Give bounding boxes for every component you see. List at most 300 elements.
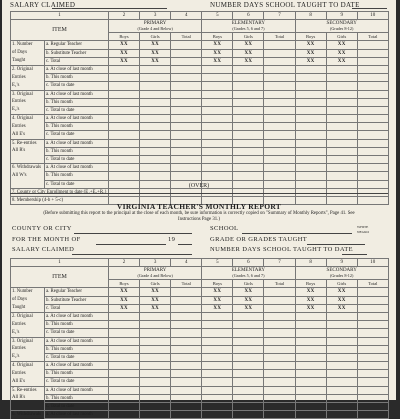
report-title: VIRGINIA TEACHER'S MONTHLY REPORT (116, 202, 282, 211)
entry-cell[interactable] (233, 164, 264, 172)
entry-cell[interactable] (295, 74, 326, 82)
table-row (11, 288, 389, 296)
entry-cell[interactable] (140, 98, 171, 106)
entry-cell[interactable] (171, 370, 202, 378)
entry-cell[interactable] (357, 362, 388, 370)
entry-cell[interactable] (357, 106, 388, 114)
entry-cell[interactable] (202, 370, 233, 378)
entry-cell[interactable] (171, 345, 202, 353)
entry-cell[interactable] (326, 131, 357, 139)
entry-cell[interactable] (233, 82, 264, 90)
entry-cell[interactable] (295, 394, 326, 402)
entry-cell[interactable] (233, 321, 264, 329)
entry-cell[interactable] (171, 123, 202, 131)
entry-cell[interactable] (202, 172, 233, 180)
entry-cell[interactable] (264, 172, 295, 180)
entry-cell[interactable] (109, 131, 140, 139)
entry-cell[interactable] (109, 164, 140, 172)
entry-cell[interactable] (140, 337, 171, 345)
entry-cell[interactable] (109, 90, 140, 98)
entry-cell[interactable] (295, 378, 326, 386)
entry-cell[interactable] (171, 49, 202, 57)
entry-cell[interactable] (140, 394, 171, 402)
entry-cell[interactable] (202, 106, 233, 114)
entry-cell[interactable] (264, 321, 295, 329)
entry-cell[interactable] (233, 329, 264, 337)
primary-header (109, 267, 202, 280)
entry-cell[interactable] (109, 65, 140, 73)
entry-cell[interactable] (171, 90, 202, 98)
entry-cell[interactable] (140, 123, 171, 131)
entry-cell[interactable] (357, 147, 388, 155)
entry-cell[interactable] (295, 106, 326, 114)
entry-cell[interactable] (109, 394, 140, 402)
entry-cell[interactable] (202, 131, 233, 139)
entry-cell[interactable] (326, 403, 357, 411)
entry-cell[interactable] (233, 172, 264, 180)
entry-cell[interactable] (202, 329, 233, 337)
entry-cell[interactable] (326, 123, 357, 131)
entry-cell[interactable] (295, 337, 326, 345)
county-blank[interactable] (74, 233, 192, 234)
entry-cell[interactable] (357, 41, 388, 49)
entry-cell[interactable] (140, 139, 171, 147)
entry-cell[interactable] (109, 115, 140, 123)
entry-cell[interactable] (171, 98, 202, 106)
entry-cell[interactable] (264, 65, 295, 73)
entry-cell[interactable] (171, 164, 202, 172)
entry-cell[interactable] (295, 147, 326, 155)
entry-cell[interactable] (109, 353, 140, 361)
entry-cell[interactable] (357, 74, 388, 82)
entry-cell[interactable] (140, 362, 171, 370)
entry-cell[interactable] (233, 139, 264, 147)
entry-cell[interactable] (233, 131, 264, 139)
over-label: (OVER) (188, 183, 210, 189)
entry-cell[interactable] (140, 147, 171, 155)
entry-cell[interactable] (264, 411, 295, 419)
entry-cell[interactable] (233, 345, 264, 353)
entry-cell[interactable] (357, 115, 388, 123)
entry-cell[interactable] (295, 386, 326, 394)
entry-cell[interactable] (140, 353, 171, 361)
entry-cell[interactable] (264, 49, 295, 57)
entry-cell[interactable] (202, 156, 233, 164)
entry-cell[interactable] (140, 321, 171, 329)
entry-cell[interactable] (264, 403, 295, 411)
row-group-label: Entries (11, 370, 45, 378)
entry-cell[interactable] (264, 57, 295, 65)
entry-cell[interactable] (202, 74, 233, 82)
entry-cell[interactable] (264, 82, 295, 90)
row-group-label: 1. Number (11, 41, 45, 49)
entry-cell[interactable] (171, 106, 202, 114)
entry-cell[interactable] (109, 386, 140, 394)
entry-cell[interactable] (264, 296, 295, 304)
entry-cell[interactable] (171, 304, 202, 312)
entry-cell[interactable] (202, 321, 233, 329)
entry-cell[interactable] (233, 353, 264, 361)
entry-cell[interactable] (357, 98, 388, 106)
entry-cell[interactable] (357, 378, 388, 386)
entry-cell[interactable] (326, 321, 357, 329)
column-number: 7 (264, 12, 295, 20)
entry-cell[interactable] (357, 312, 388, 320)
entry-cell[interactable] (326, 362, 357, 370)
entry-cell[interactable] (140, 370, 171, 378)
row-group-label: 1. Number (11, 288, 45, 296)
entry-cell[interactable] (202, 337, 233, 345)
entry-cell[interactable] (264, 156, 295, 164)
entry-cell[interactable] (140, 172, 171, 180)
entry-cell[interactable] (295, 139, 326, 147)
entry-cell[interactable] (295, 98, 326, 106)
entry-cell[interactable] (264, 345, 295, 353)
entry-cell[interactable] (295, 164, 326, 172)
entry-cell[interactable] (326, 378, 357, 386)
entry-cell[interactable] (357, 288, 388, 296)
entry-cell[interactable] (202, 147, 233, 155)
entry-cell[interactable] (326, 386, 357, 394)
entry-cell[interactable] (109, 139, 140, 147)
entry-cell[interactable] (171, 288, 202, 296)
entry-cell[interactable] (109, 147, 140, 155)
entry-cell[interactable] (109, 82, 140, 90)
entry-cell[interactable] (233, 106, 264, 114)
entry-cell[interactable] (140, 106, 171, 114)
entry-cell[interactable] (326, 74, 357, 82)
entry-cell[interactable] (109, 411, 140, 419)
salary-claimed-label: SALARY CLAIMED (10, 1, 76, 9)
entry-cell[interactable] (171, 394, 202, 402)
entry-cell[interactable] (264, 370, 295, 378)
entry-cell[interactable] (357, 156, 388, 164)
entry-cell[interactable] (295, 353, 326, 361)
entry-cell[interactable] (326, 345, 357, 353)
entry-cell[interactable] (109, 370, 140, 378)
entry-cell[interactable] (295, 123, 326, 131)
entry-cell[interactable] (109, 345, 140, 353)
entry-cell[interactable] (171, 82, 202, 90)
entry-cell[interactable] (109, 337, 140, 345)
entry-cell[interactable] (233, 74, 264, 82)
entry-cell[interactable] (202, 90, 233, 98)
entry-cell[interactable] (171, 131, 202, 139)
entry-cell[interactable] (109, 403, 140, 411)
entry-cell[interactable] (202, 312, 233, 320)
entry-cell[interactable] (171, 115, 202, 123)
entry-cell[interactable] (295, 321, 326, 329)
entry-cell[interactable] (264, 90, 295, 98)
entry-cell[interactable] (357, 123, 388, 131)
entry-cell[interactable] (264, 98, 295, 106)
entry-cell[interactable] (140, 345, 171, 353)
entry-cell[interactable] (264, 337, 295, 345)
salary-blank-line (52, 8, 167, 9)
entry-cell[interactable] (140, 164, 171, 172)
entry-cell[interactable] (295, 172, 326, 180)
salary-blank[interactable] (72, 254, 192, 255)
entry-cell[interactable] (202, 345, 233, 353)
entry-cell[interactable] (233, 115, 264, 123)
entry-cell[interactable] (202, 65, 233, 73)
entry-cell[interactable] (140, 131, 171, 139)
entry-cell[interactable] (202, 362, 233, 370)
entry-cell[interactable] (202, 139, 233, 147)
entry-cell[interactable] (109, 172, 140, 180)
entry-cell[interactable] (233, 386, 264, 394)
entry-cell[interactable] (140, 65, 171, 73)
entry-cell[interactable] (357, 403, 388, 411)
entry-cell[interactable] (357, 411, 388, 419)
entry-cell[interactable] (264, 304, 295, 312)
entry-cell[interactable] (233, 65, 264, 73)
entry-cell[interactable] (264, 353, 295, 361)
entry-cell[interactable] (202, 378, 233, 386)
entry-cell[interactable] (357, 337, 388, 345)
entry-cell[interactable] (264, 74, 295, 82)
entry-cell[interactable] (264, 329, 295, 337)
entry-cell[interactable] (109, 106, 140, 114)
entry-cell[interactable] (109, 329, 140, 337)
entry-cell[interactable] (326, 394, 357, 402)
entry-cell[interactable] (264, 106, 295, 114)
entry-cell[interactable] (264, 123, 295, 131)
entry-cell[interactable] (326, 353, 357, 361)
entry-cell[interactable] (295, 312, 326, 320)
entry-cell[interactable] (171, 378, 202, 386)
entry-cell[interactable] (140, 378, 171, 386)
school-blank[interactable] (242, 233, 352, 234)
row-label: c. Total to date (45, 353, 109, 361)
entry-cell[interactable] (295, 65, 326, 73)
entry-cell[interactable] (202, 394, 233, 402)
entry-cell[interactable] (357, 172, 388, 180)
entry-cell[interactable] (264, 378, 295, 386)
item-header: ITEM (11, 267, 109, 288)
entry-cell[interactable] (233, 98, 264, 106)
entry-cell[interactable] (326, 164, 357, 172)
row-label: a. At close of last month (45, 139, 109, 147)
entry-cell[interactable] (295, 370, 326, 378)
secondary-grades: (Grades 8-12) (330, 273, 354, 279)
entry-cell[interactable] (202, 353, 233, 361)
entry-cell[interactable] (171, 74, 202, 82)
table-row (11, 321, 389, 329)
entry-cell[interactable] (295, 156, 326, 164)
entry-cell[interactable] (357, 296, 388, 304)
entry-cell[interactable] (233, 312, 264, 320)
row-label: 8. Membership (4-b + 5-c) (11, 196, 109, 204)
entry-cell[interactable] (202, 123, 233, 131)
entry-cell[interactable] (171, 353, 202, 361)
entry-cell[interactable] (295, 345, 326, 353)
entry-cell[interactable] (264, 139, 295, 147)
row-label: b. This month (45, 172, 109, 180)
entry-cell[interactable] (171, 403, 202, 411)
entry-cell[interactable] (109, 378, 140, 386)
month-label: FOR THE MONTH OF (12, 236, 81, 243)
entry-cell[interactable] (233, 370, 264, 378)
entry-cell[interactable] (233, 337, 264, 345)
entry-cell[interactable] (357, 82, 388, 90)
entry-cell[interactable] (171, 296, 202, 304)
entry-cell[interactable] (295, 403, 326, 411)
entry-cell[interactable] (326, 82, 357, 90)
entry-cell[interactable] (109, 123, 140, 131)
entry-cell[interactable] (326, 147, 357, 155)
entry-cell[interactable] (295, 329, 326, 337)
entry-cell[interactable] (171, 411, 202, 419)
entry-cell[interactable] (326, 337, 357, 345)
entry-cell[interactable] (357, 353, 388, 361)
entry-cell[interactable] (357, 164, 388, 172)
entry-cell[interactable] (295, 82, 326, 90)
entry-cell[interactable] (171, 139, 202, 147)
row-group-label (11, 156, 45, 164)
entry-cell[interactable] (233, 156, 264, 164)
entry-cell[interactable] (357, 329, 388, 337)
entry-cell[interactable] (326, 98, 357, 106)
grade-label: GRADE OR GRADES TAUGHT (210, 236, 308, 243)
entry-cell[interactable] (202, 98, 233, 106)
entry-cell[interactable] (264, 164, 295, 172)
entry-cell[interactable] (357, 90, 388, 98)
entry-cell[interactable] (357, 394, 388, 402)
row-label: c. Total (45, 304, 109, 312)
entry-cell[interactable] (326, 312, 357, 320)
row-label: b. This month (45, 147, 109, 155)
entry-cell[interactable] (202, 411, 233, 419)
row-label: b. This month (45, 321, 109, 329)
entry-cell[interactable] (171, 41, 202, 49)
entry-cell[interactable] (233, 362, 264, 370)
entry-cell[interactable] (171, 312, 202, 320)
table-row (11, 106, 389, 114)
entry-cell[interactable] (264, 41, 295, 49)
entry-cell[interactable] (326, 172, 357, 180)
column-number: 10 (357, 12, 388, 20)
entry-cell[interactable] (109, 98, 140, 106)
entry-cell[interactable] (264, 115, 295, 123)
entry-cell[interactable] (326, 106, 357, 114)
entry-cell[interactable] (295, 411, 326, 419)
entry-cell[interactable] (326, 115, 357, 123)
entry-cell[interactable] (264, 288, 295, 296)
entry-cell[interactable] (357, 370, 388, 378)
entry-cell[interactable] (357, 386, 388, 394)
entry-cell[interactable] (171, 321, 202, 329)
entry-cell[interactable] (295, 362, 326, 370)
entry-cell[interactable] (202, 386, 233, 394)
row-group-label: All E's (11, 378, 45, 386)
entry-cell[interactable] (295, 115, 326, 123)
table-row (11, 329, 389, 337)
entry-cell[interactable] (264, 131, 295, 139)
entry-cell[interactable] (264, 394, 295, 402)
entry-cell[interactable] (233, 394, 264, 402)
table-row (11, 123, 389, 131)
entry-cell[interactable] (357, 304, 388, 312)
entry-cell[interactable] (233, 378, 264, 386)
entry-cell[interactable] (171, 147, 202, 155)
entry-cell[interactable] (171, 172, 202, 180)
entry-cell[interactable] (171, 386, 202, 394)
entry-cell[interactable] (357, 49, 388, 57)
entry-cell[interactable] (171, 57, 202, 65)
entry-cell[interactable] (202, 82, 233, 90)
entry-cell[interactable] (326, 90, 357, 98)
entry-cell[interactable] (171, 337, 202, 345)
entry-cell[interactable] (140, 403, 171, 411)
table-row (11, 345, 389, 353)
entry-cell[interactable] (233, 403, 264, 411)
grade-blank[interactable] (307, 244, 365, 245)
entry-cell[interactable] (140, 156, 171, 164)
entry-cell[interactable] (171, 65, 202, 73)
elementary-title: ELEMENTARY (231, 267, 266, 273)
entry-cell[interactable] (295, 90, 326, 98)
entry-cell[interactable] (202, 164, 233, 172)
entry-cell[interactable] (357, 65, 388, 73)
primary-grades: (Grade 4 and Below) (137, 26, 173, 32)
entry-cell[interactable] (264, 362, 295, 370)
entry-cell[interactable] (357, 57, 388, 65)
days-blank[interactable] (342, 254, 367, 255)
entry-cell[interactable] (326, 65, 357, 73)
entry-cell[interactable] (140, 115, 171, 123)
entry-cell[interactable] (357, 345, 388, 353)
entry-cell[interactable] (264, 147, 295, 155)
entry-cell[interactable] (109, 156, 140, 164)
entry-cell[interactable] (233, 90, 264, 98)
entry-cell[interactable] (171, 156, 202, 164)
entry-cell[interactable] (233, 411, 264, 419)
entry-cell[interactable] (140, 90, 171, 98)
entry-cell[interactable] (171, 329, 202, 337)
entry-cell[interactable] (357, 139, 388, 147)
entry-cell[interactable] (326, 156, 357, 164)
entry-cell[interactable] (140, 329, 171, 337)
entry-cell[interactable] (140, 312, 171, 320)
entry-cell[interactable] (326, 329, 357, 337)
entry-cell[interactable] (140, 82, 171, 90)
entry-cell[interactable] (109, 321, 140, 329)
row-label: b. This month (45, 345, 109, 353)
entry-cell[interactable] (357, 321, 388, 329)
entry-cell[interactable] (295, 131, 326, 139)
entry-cell[interactable] (171, 362, 202, 370)
entry-cell[interactable] (357, 131, 388, 139)
entry-cell[interactable] (140, 74, 171, 82)
entry-cell[interactable] (326, 139, 357, 147)
entry-cell[interactable] (109, 74, 140, 82)
entry-cell[interactable] (326, 411, 357, 419)
entry-cell[interactable] (109, 362, 140, 370)
entry-cell[interactable] (326, 370, 357, 378)
entry-cell[interactable] (264, 386, 295, 394)
entry-cell[interactable] (233, 147, 264, 155)
entry-cell[interactable] (202, 403, 233, 411)
entry-cell[interactable] (264, 312, 295, 320)
entry-cell[interactable] (202, 115, 233, 123)
entry-cell[interactable] (109, 312, 140, 320)
entry-cell[interactable] (140, 386, 171, 394)
year-blank[interactable] (178, 244, 192, 245)
entry-cell[interactable] (140, 411, 171, 419)
month-blank[interactable] (96, 244, 166, 245)
entry-cell[interactable] (233, 123, 264, 131)
